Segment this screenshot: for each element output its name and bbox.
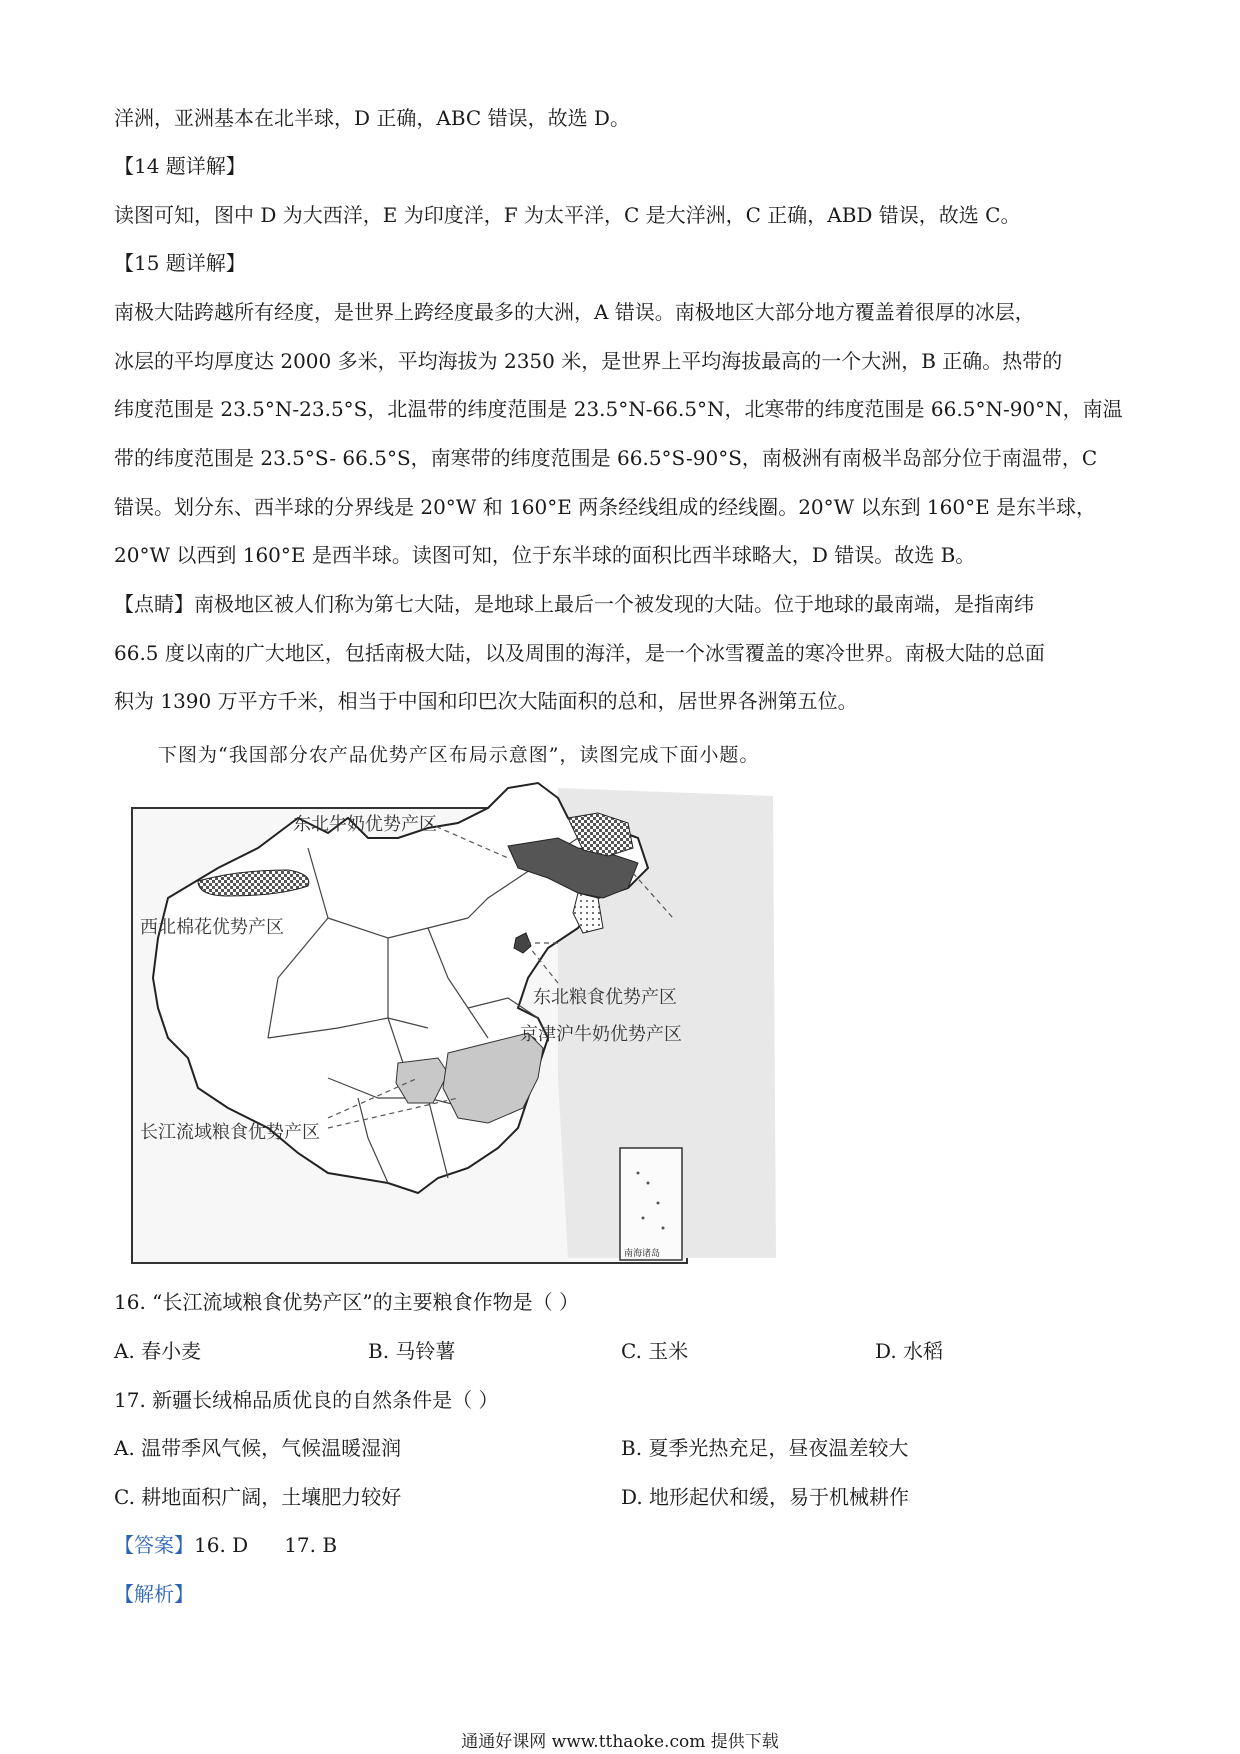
q17-option-b: B. 夏季光热充足，昼夜温差较大	[621, 1436, 909, 1460]
answer-17: 17. B	[284, 1533, 338, 1557]
question-16-stem: 16. “长江流域粮食优势产区”的主要粮食作物是（ ）	[114, 1290, 579, 1314]
text-line: 洋洲，亚洲基本在北半球，D 正确，ABC 错误，故选 D。	[114, 106, 630, 130]
section-heading-q15: 【15 题详解】	[114, 251, 246, 275]
text-line: 冰层的平均厚度达 2000 多米，平均海拔为 2350 米，是世界上平均海拔最高的一个大洲，B 正确。热带的	[114, 349, 1063, 373]
tip-paragraph-line: 【点睛】南极地区被人们称为第七大陆，是地球上最后一个被发现的大陆。位于地球的最南端，是指南纬	[114, 592, 1034, 616]
label-jingjinhu-milk: 京津沪牛奶优势产区	[520, 1024, 682, 1045]
label-yangtze-grain: 长江流域粮食优势产区	[140, 1122, 320, 1143]
label-northeast-grain: 东北粮食优势产区	[533, 987, 677, 1008]
answer-line	[114, 1533, 337, 1557]
text-line: 20°W 以西到 160°E 是西半球。读图可知，位于东半球的面积比西半球略大，D 错误。故选 B。	[114, 543, 976, 567]
question-17-stem: 17. 新疆长绒棉品质优良的自然条件是（ ）	[114, 1388, 499, 1412]
text-line: 读图可知，图中 D 为大西洋，E 为印度洋，F 为太平洋，C 是大洋洲，C 正确，ABD 错误，故选 C。	[114, 203, 1021, 227]
text-line: 带的纬度范围是 23.5°S- 66.5°S，南寒带的纬度范围是 66.5°S-90°S，南极洲有南极半岛部分位于南温带，C	[114, 446, 1098, 470]
label-south-sea: 南海诸岛	[624, 1249, 661, 1259]
south-sea-inset	[620, 1148, 682, 1260]
question-intro: 下图为“我国部分农产品优势产区布局示意图”，读图完成下面小题。	[158, 744, 760, 766]
q17-option-a: A. 温带季风气候，气候温暖湿润	[114, 1436, 402, 1460]
answer-16: 16. D	[194, 1533, 249, 1557]
china-agriculture-map	[128, 778, 778, 1268]
text-line: 66.5 度以南的广大地区，包括南极大陆，以及周围的海洋，是一个冰雪覆盖的寒冷世界。南极大陆的总面	[114, 641, 1045, 665]
text-line: 积为 1390 万平方千米，相当于中国和印巴次大陆面积的总和，居世界各洲第五位。	[114, 689, 858, 713]
text-line: 纬度范围是 23.5°N-23.5°S，北温带的纬度范围是 23.5°N-66.5°N，北寒带的纬度范围是 66.5°N-90°N，南温	[114, 397, 1123, 421]
q17-option-d: D. 地形起伏和缓，易于机械耕作	[621, 1485, 910, 1509]
q16-option-a: A. 春小麦	[114, 1339, 202, 1363]
text-line: 错误。划分东、西半球的分界线是 20°W 和 160°E 两条经线组成的经线圈。20°W 以东到 160°E 是东半球，	[114, 495, 1097, 519]
q16-option-c: C. 玉米	[621, 1339, 689, 1363]
section-heading-q14: 【14 题详解】	[114, 154, 246, 178]
answer-label: 【答案】	[114, 1533, 194, 1557]
label-northeast-milk: 东北牛奶优势产区	[293, 814, 437, 835]
q16-option-d: D. 水稻	[875, 1339, 944, 1363]
page-footer: 通通好课网 www.tthaoke.com 提供下载	[461, 1732, 779, 1752]
analysis-label: 【解析】	[114, 1582, 194, 1606]
label-northwest-cotton: 西北棉花优势产区	[140, 917, 284, 938]
q16-option-b: B. 马铃薯	[368, 1339, 456, 1363]
text-line: 南极大陆跨越所有经度，是世界上跨经度最多的大洲，A 错误。南极地区大部分地方覆盖着很厚的冰层，	[114, 300, 1035, 324]
q17-option-c: C. 耕地面积广阔，土壤肥力较好	[114, 1485, 402, 1509]
